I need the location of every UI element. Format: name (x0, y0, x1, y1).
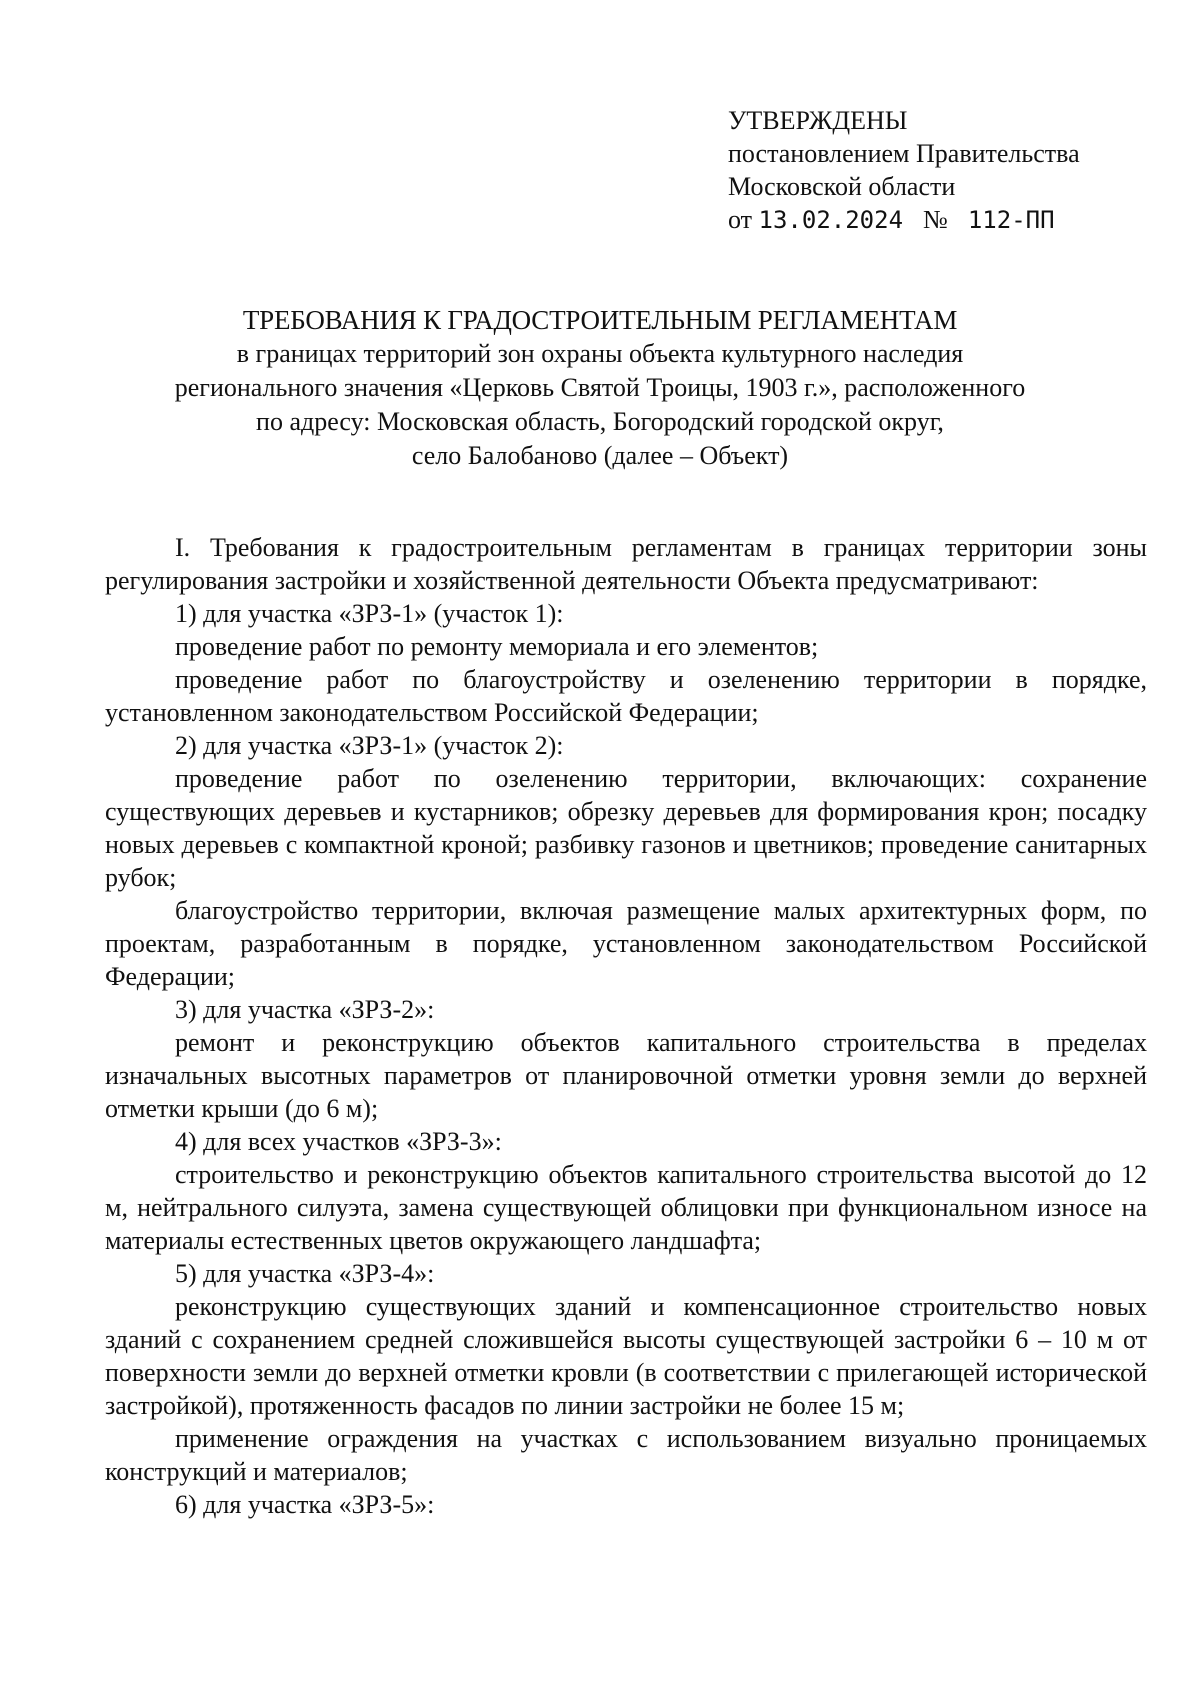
body-paragraph: благоустройство территории, включая размещение малых архитектурных форм, по проектам, разработанным в порядке, установленном законодательством Российской Федерации; (105, 896, 1147, 991)
approval-line-2: Московской области (728, 172, 956, 201)
list-item-heading: 2) для участка «ЗРЗ-1» (участок 2): (175, 731, 564, 760)
approval-date-value: 13.02.2024 (758, 206, 904, 234)
body-paragraph: проведение работ по озеленению территории, включающих: сохранение существующих деревьев и кустарников; обрезку деревьев для формирования крон; посадку новых деревьев с компактной кроной; разбивку газонов и цветников; проведение санитарных рубок; (105, 764, 1147, 892)
approval-date-prefix: от (728, 205, 753, 234)
approval-date-line (728, 203, 1168, 237)
body-paragraph: ремонт и реконструкцию объектов капитального строительства в пределах изначальных высотных параметров от планировочной отметки уровня земли до верхней отметки крыши (до 6 м); (105, 1028, 1147, 1123)
list-item-heading: 1) для участка «ЗРЗ-1» (участок 1): (175, 599, 564, 628)
body-paragraph: реконструкцию существующих зданий и компенсационное строительство новых зданий с сохранением средней сложившейся высоты существующей застройки 6 – 10 м от поверхности земли до верхней отметки кровли (в соответствии с прилегающей исторической застройкой), протяженность фасадов по линии застройки не более 15 м; (105, 1292, 1147, 1420)
document-body (105, 531, 1147, 1521)
approval-number-sign: № (923, 205, 948, 234)
approval-stamp (728, 104, 1168, 237)
list-item-heading: 3) для участка «ЗРЗ-2»: (175, 995, 435, 1024)
list-item-heading: 4) для всех участков «ЗРЗ-3»: (175, 1127, 502, 1156)
approval-number-value: 112-ПП (967, 206, 1055, 234)
list-item-heading: 5) для участка «ЗРЗ-4»: (175, 1259, 435, 1288)
approval-line-1: постановлением Правительства (728, 139, 1080, 168)
document-subtitle-2: регионального значения «Церковь Святой Троицы, 1903 г.», расположенного (174, 373, 1026, 402)
section-intro-paragraph: I. Требования к градостроительным регламентам в границах территории зоны регулирования застройки и хозяйственной деятельности Объекта предусматривают: (105, 533, 1147, 595)
body-paragraph: проведение работ по ремонту мемориала и его элементов; (175, 632, 819, 661)
body-paragraph: строительство и реконструкцию объектов капитального строительства высотой до 12 м, нейтрального силуэта, замена существующей облицовки при функциональном износе на материалы естественных цветов окружающего ландшафта; (105, 1160, 1147, 1255)
document-title: ТРЕБОВАНИЯ К ГРАДОСТРОИТЕЛЬНЫМ РЕГЛАМЕНТАМ (242, 305, 958, 335)
body-paragraph: применение ограждения на участках с использованием визуально проницаемых конструкций и материалов; (105, 1424, 1147, 1486)
document-title-block (100, 303, 1100, 473)
document-subtitle-4: село Балобаново (далее – Объект) (411, 441, 789, 470)
list-item-heading: 6) для участка «ЗРЗ-5»: (175, 1490, 435, 1519)
document-subtitle-3: по адресу: Московская область, Богородский городской округ, (256, 407, 944, 436)
document-subtitle-1: в границах территорий зон охраны объекта культурного наследия (236, 339, 964, 368)
approval-heading: УТВЕРЖДЕНЫ (728, 106, 908, 135)
body-paragraph: проведение работ по благоустройству и озеленению территории в порядке, установленном законодательством Российской Федерации; (105, 665, 1147, 727)
